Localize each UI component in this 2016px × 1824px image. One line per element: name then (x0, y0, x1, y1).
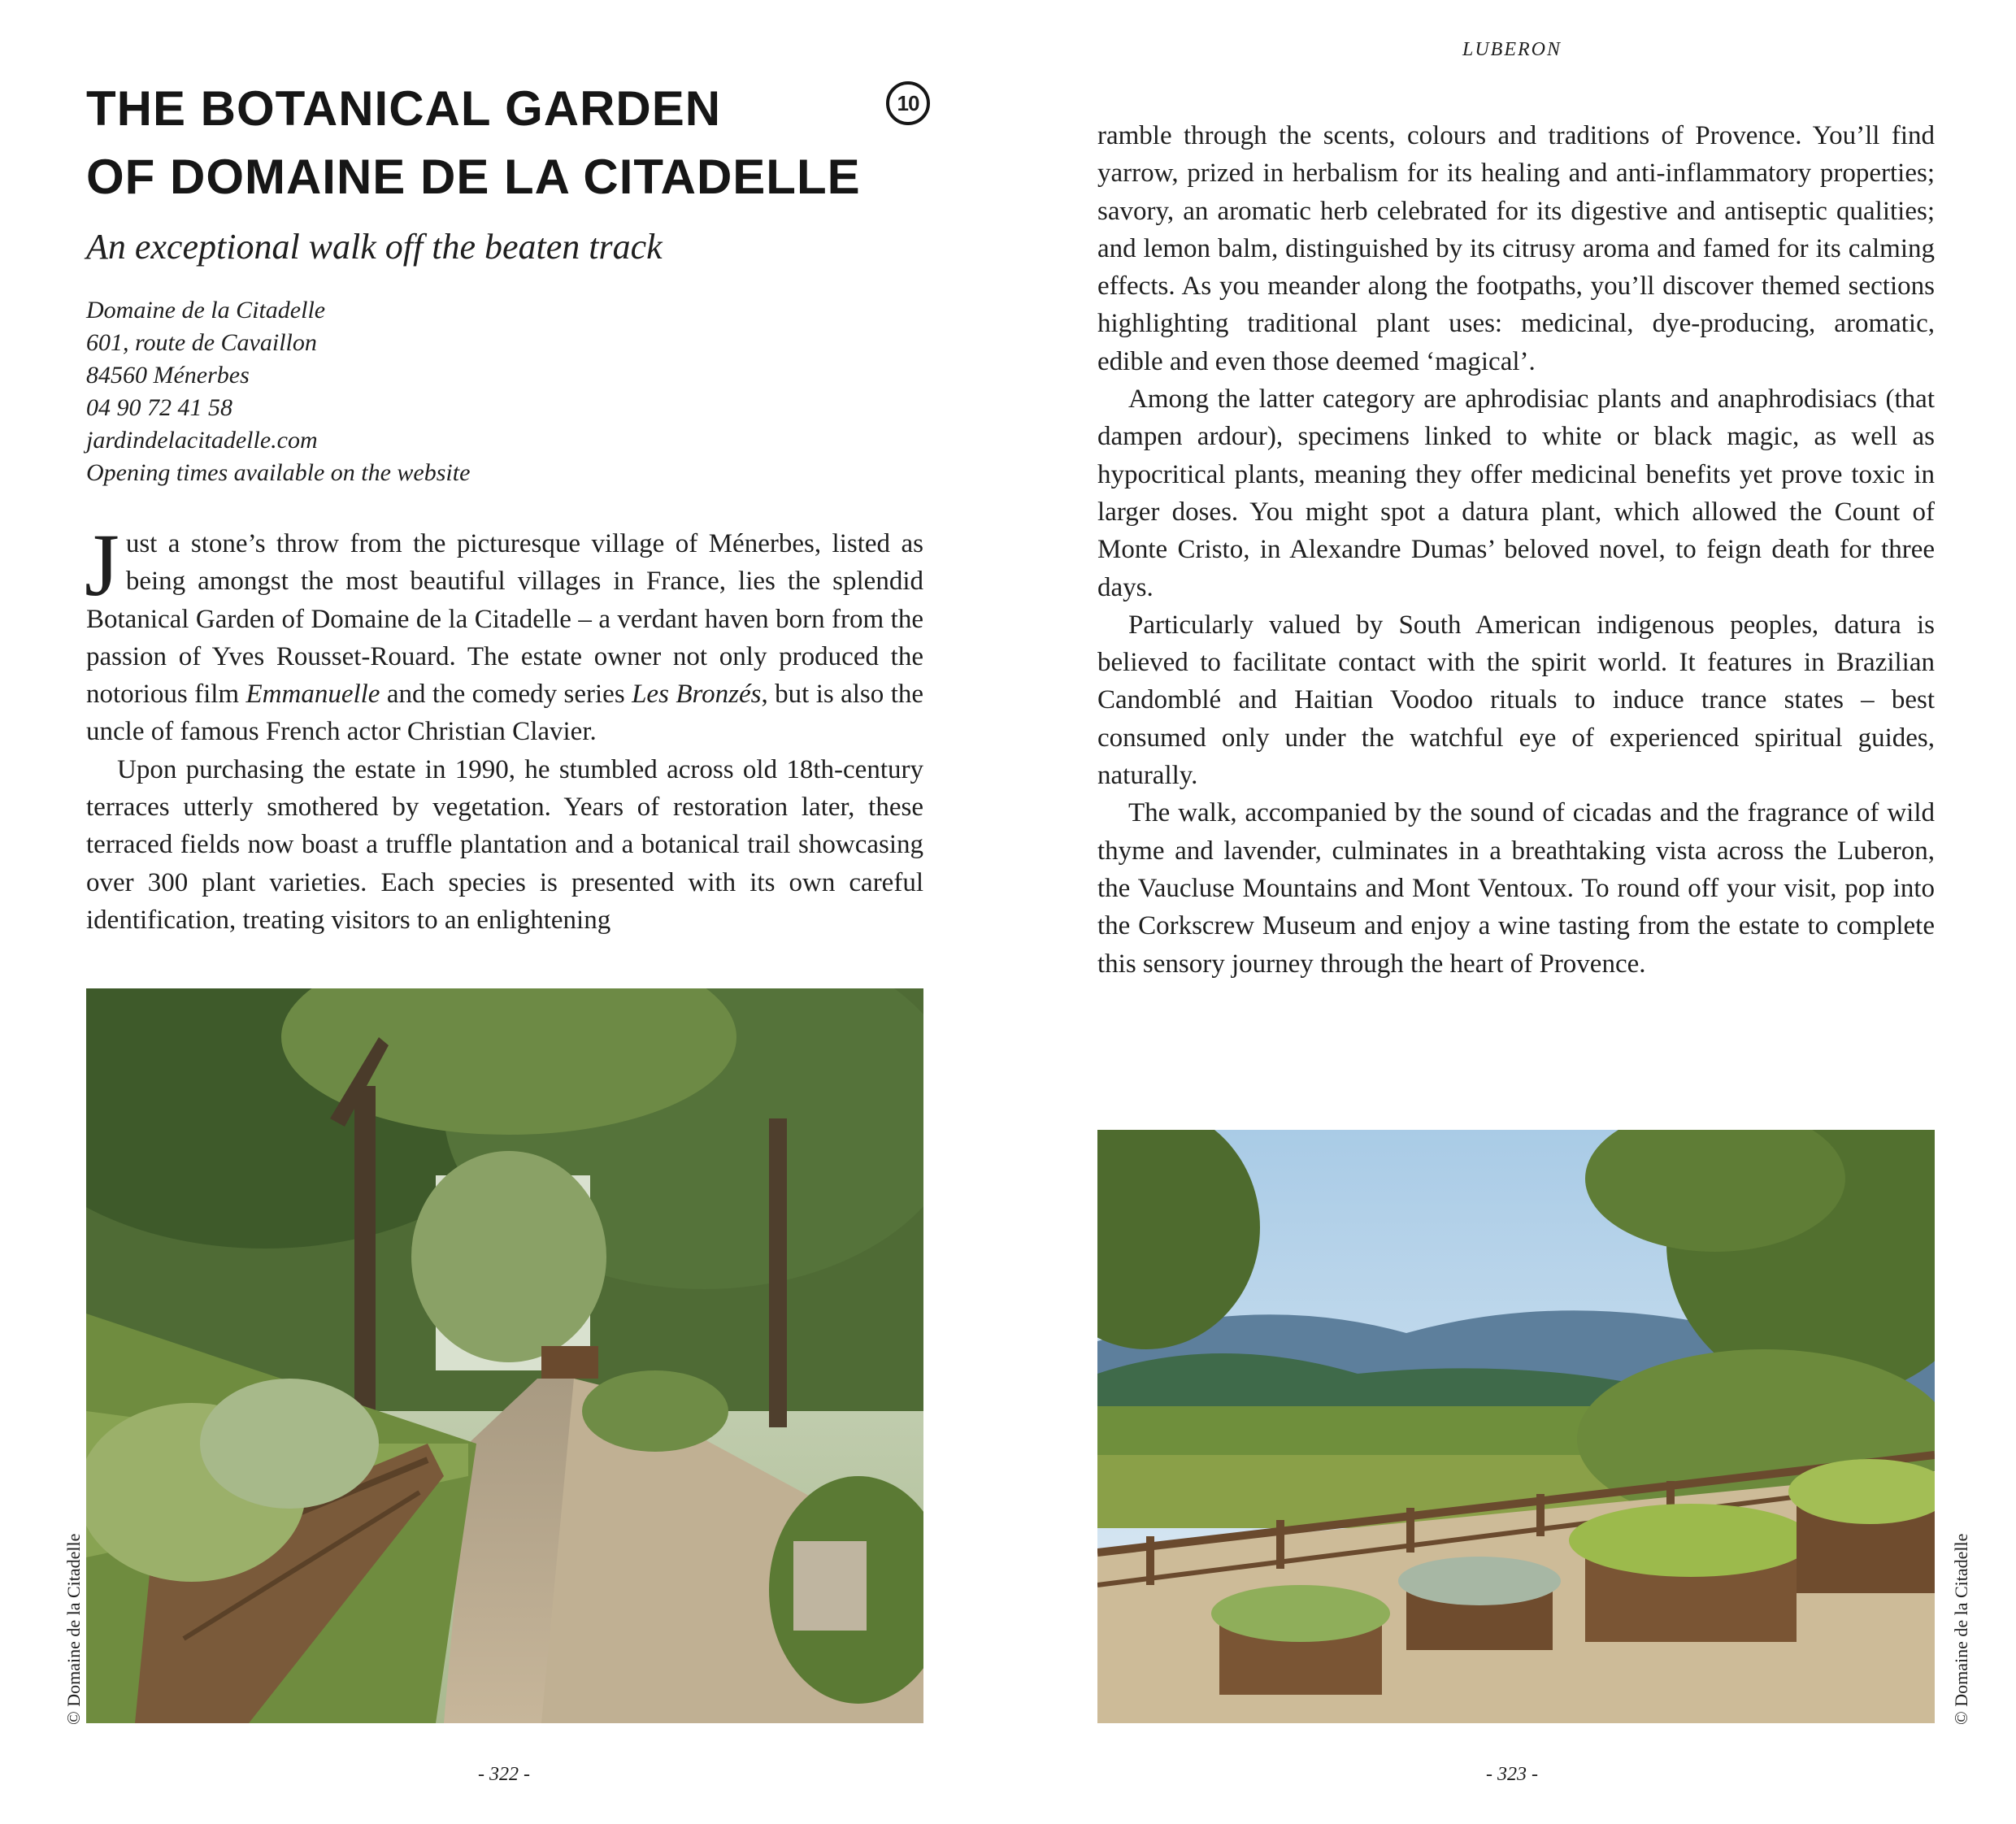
left-body-text (85, 515, 924, 939)
running-head: LUBERON (1462, 39, 1562, 60)
address-website: jardindelacitadelle.com (86, 427, 318, 454)
series-title: Les Bronzés (632, 680, 762, 710)
address-city: 84560 Ménerbes (86, 362, 250, 389)
right-body-text (1097, 117, 1935, 983)
article-title (86, 75, 883, 211)
right-page (1008, 0, 2016, 1824)
paragraph: Particularly valued by South American indigenous peoples, datura is believed to facilitate contact with the spirit world. It features in Brazilian Candomblé and Haitian Voodoo rituals to induce trance states – best consumed only under the watchful eye of experienced spiritual guides, naturally. (1097, 610, 1935, 791)
paragraph-text: and the comedy series (380, 680, 632, 710)
address-block (86, 294, 470, 489)
title-line-2: OF DOMAINE DE LA CITADELLE (86, 150, 861, 204)
valley-view-photo (1097, 1130, 1935, 1723)
paragraph-text: ust a stone’s throw from the picturesque village of Ménerbes, listed as being amongst the most beautiful villages in France, lies the splendid Botanical Garden of Domaine de la Citadelle – a verdant haven born from the passion of Yves Rousset-Rouard. The estate owner not only produced the notorious film (86, 529, 923, 710)
photo-credit: © Domaine de la Citadelle (1951, 1533, 1971, 1725)
paragraph: Among the latter category are aphrodisiac plants and anaphrodisiacs (that dampen ardour), specimens linked to white or black magic, as well as hypocritical plants, meaning they offer medicinal benefits yet prove toxic in larger doses. You might spot a datura plant, which allowed the Count of Monte Cristo, in Alexandre Dumas’ beloved novel, to feign death for three days. (1097, 384, 1935, 602)
page-number: - 322 - (478, 1764, 530, 1785)
film-title: Emmanuelle (245, 680, 380, 710)
title-line-1: THE BOTANICAL GARDEN (86, 81, 722, 136)
paragraph: ramble through the scents, colours and traditions of Provence. You’ll find yarrow, prized in herbalism for its healing and anti-inflammatory properties; savory, an aromatic herb celebrated for its digestive and antiseptic qualities; and lemon balm, distinguished by its citrusy aroma and famed for its calming effects. As you meander along the footpaths, you’ll discover themed sections highlighting traditional plant uses: medicinal, dye-producing, aromatic, edible and even those deemed ‘magical’. (1097, 121, 1935, 376)
address-name: Domaine de la Citadelle (86, 297, 326, 324)
entry-number-badge: 10 (886, 81, 930, 125)
garden-path-photo (86, 988, 923, 1723)
address-hours: Opening times available on the website (86, 459, 471, 486)
address-phone: 04 90 72 41 58 (86, 394, 232, 421)
article-subtitle: An exceptional walk off the beaten track (86, 227, 663, 267)
page-number: - 323 - (1486, 1764, 1538, 1785)
paragraph: Upon purchasing the estate in 1990, he stumbled across old 18th-century terraces utterly smothered by vegetation. Years of restoration later, these terraced fields now boast a truffle plantation and a botanical trail showcasing over 300 plant varieties. Each species is presented with its own careful identification, treating visitors to an enlightening (86, 754, 923, 935)
drop-cap: J (85, 515, 119, 615)
address-street: 601, route de Cavaillon (86, 329, 317, 356)
paragraph-text: , but is also the uncle of famous French actor Christian Clavier. (86, 680, 924, 747)
paragraph: The walk, accompanied by the sound of cicadas and the fragrance of wild thyme and lavender, culminates in a breathtaking vista across the Luberon, the Vaucluse Mountains and Mont Ventoux. To round off your visit, pop into the Corkscrew Museum and enjoy a wine tasting from the estate to complete this sensory journey through the heart of Provence. (1097, 798, 1935, 979)
photo-credit: © Domaine de la Citadelle (63, 1533, 84, 1725)
paragraph (85, 515, 924, 751)
garden-path-image (86, 988, 923, 1723)
valley-view-image (1097, 1130, 1935, 1723)
